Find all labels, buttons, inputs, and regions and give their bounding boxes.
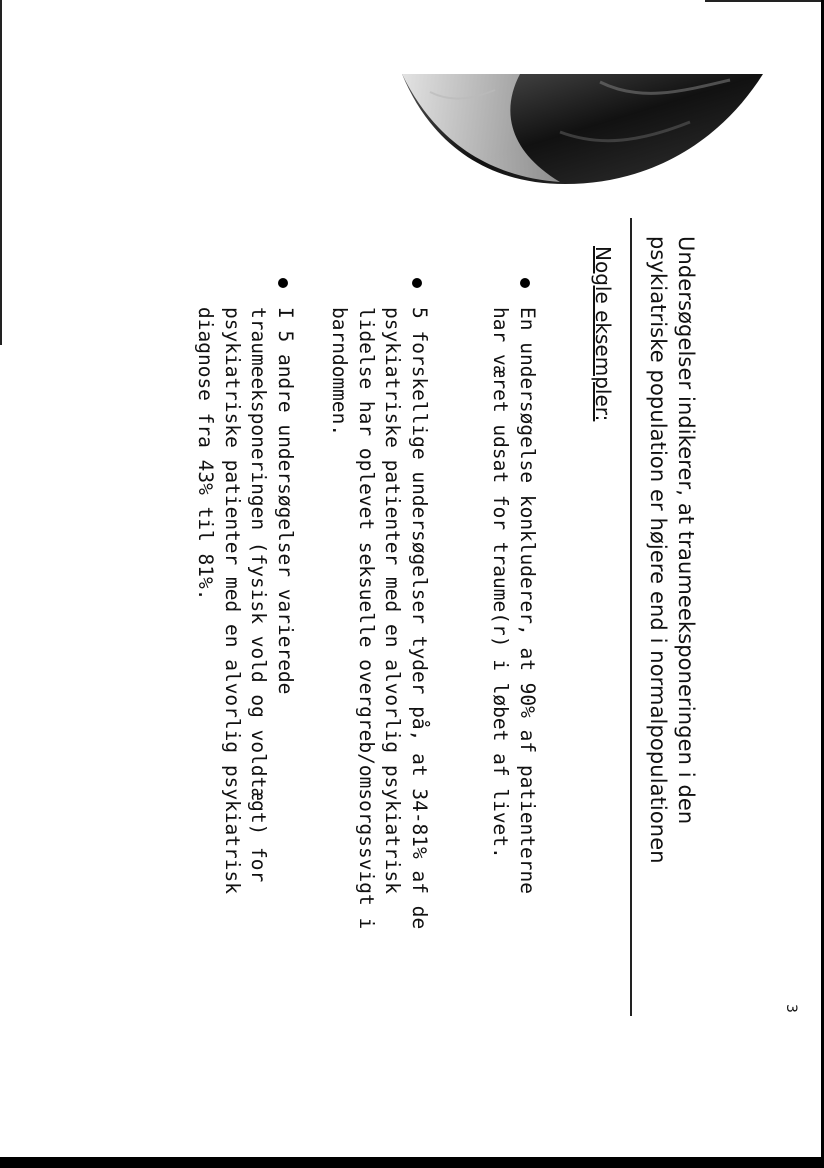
bullet-item-2 [326, 278, 432, 929]
scan-edge-left [0, 0, 2, 345]
scan-edge-top [705, 0, 824, 2]
bullet-item-3 [192, 278, 298, 894]
slide-title-line-2: psykiatriske population er højere end i normalpopulationen [646, 236, 670, 864]
scan-edge-bottom [0, 1157, 824, 1168]
slide-title-line-1: Undersøgelser indikerer, at traumeeksponeringen i den [674, 236, 698, 825]
globe-graphic-icon [400, 72, 765, 184]
bullet-text-2: 5 forskellige undersøgelser tyder på, at 34-81% af de psykiatriske patienter med en alvorlig psykiatrisk lidelse har oplevet seksuelle overgreb/omsorgssvigt i barndommen. [328, 307, 431, 930]
page-number: 3 [783, 1004, 799, 1013]
title-divider [630, 218, 632, 1016]
bullet-text-1: En undersøgelse konkluderer, at 90% af patienterne har været udsat for traume(r) i løbet af livet. [489, 307, 539, 894]
bullet-dot-icon [278, 278, 288, 288]
bullet-dot-icon [412, 278, 422, 288]
bullet-item-1 [487, 278, 540, 894]
slide-title [644, 236, 700, 1026]
bullet-dot-icon [520, 278, 530, 288]
bullet-text-3: I 5 andre undersøgelser varierede traumeeksponeringen (fysisk vold og voldtægt) for psykiatriske patienter med en alvorlig psykiatrisk diagnose fra 43% til 81%. [194, 307, 297, 894]
examples-heading: Nogle eksempler: [591, 246, 615, 422]
slide-content [140, 230, 700, 1030]
